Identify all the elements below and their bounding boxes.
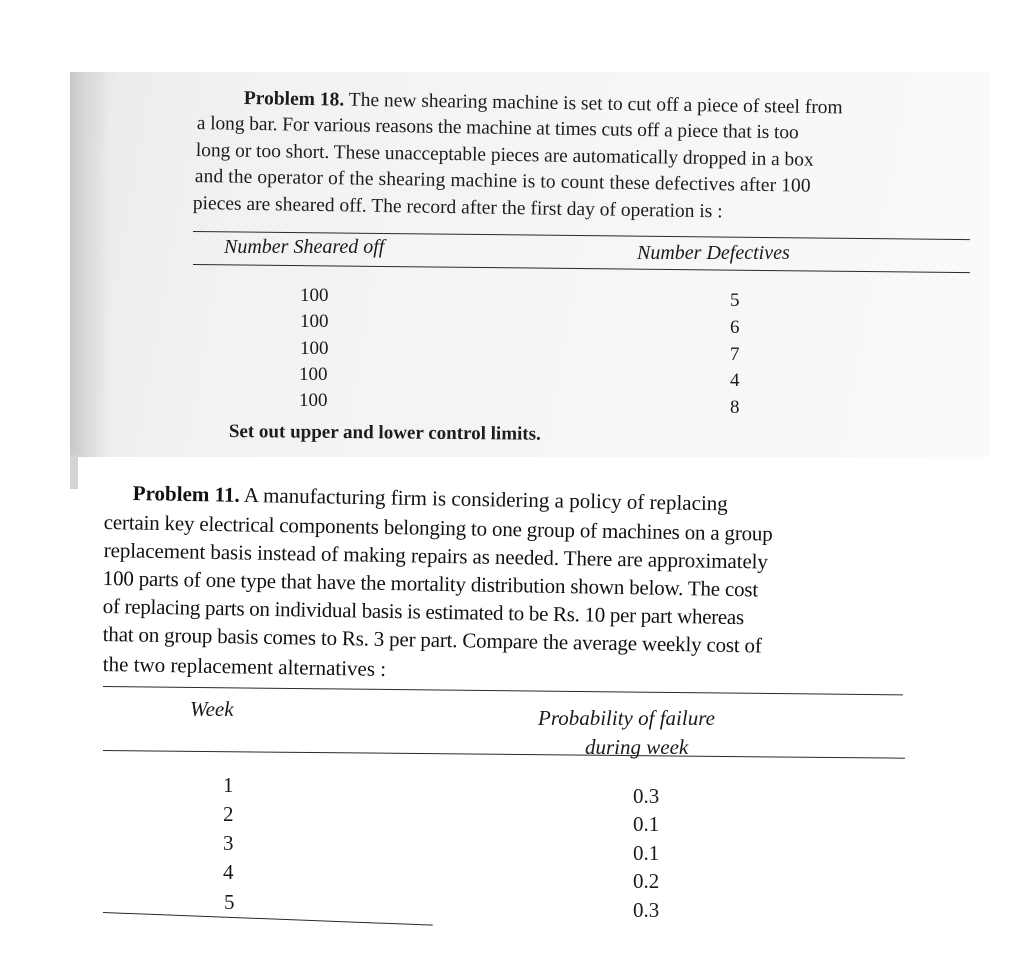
p11-table-bottom-rule (103, 912, 433, 926)
problem-11-line-3: replacement basis instead of making repairs as needed. There are approximately (103, 538, 769, 574)
p11-header-probability: Probability of failure (538, 706, 715, 730)
p11-table-top-rule (103, 686, 903, 695)
page-edge-strip (70, 455, 78, 489)
p11-row-3-week: 3 (223, 831, 234, 855)
problem-11-line-4: 100 parts of one type that have the mortality distribution shown below. The cost (102, 566, 759, 602)
p18-row-1-sheared: 100 (300, 285, 329, 306)
p11-header-during-week: during week (585, 735, 689, 759)
p11-row-5-week: 5 (224, 890, 235, 914)
problem-11-text-1: A manufacturing firm is considering a policy of replacing (243, 482, 728, 516)
p11-header-week: Week (190, 697, 234, 721)
problem-18-text-1: The new shearing machine is set to cut off a piece of steel from (348, 89, 843, 119)
p18-row-5-defectives: 8 (730, 397, 740, 418)
p11-row-2-probability: 0.1 (633, 812, 660, 836)
p11-row-5-probability: 0.3 (633, 898, 660, 922)
p18-row-5-sheared: 100 (299, 390, 328, 411)
page-shadow-edge (70, 72, 110, 457)
p11-table-header-rule (103, 750, 905, 759)
p18-header-sheared: Number Sheared off (224, 236, 385, 258)
problem-18-line-5: pieces are sheared off. The record after the first day of operation is : (192, 193, 723, 223)
p18-header-defectives: Number Defectives (637, 242, 790, 264)
problem-11-line-7: the two replacement alternatives : (102, 652, 387, 681)
problem-18-label: Problem 18. (243, 88, 345, 111)
problem-18-question: Set out upper and lower control limits. (228, 421, 541, 445)
problem-11-label: Problem 11. (132, 481, 240, 507)
problem-18-line-3: long or too short. These unacceptable pieces are automatically dropped in a box (195, 140, 814, 171)
problem-11-line-6: that on group basis comes to Rs. 3 per part. Compare the average weekly cost of (102, 622, 762, 658)
p18-row-1-defectives: 5 (730, 290, 740, 311)
problem-11-line-2: certain key electrical components belonging to one group of machines on a group (103, 510, 773, 546)
problem-18-line-4: and the operator of the shearing machine is to count these defectives after 100 (194, 166, 811, 197)
p18-row-2-sheared: 100 (300, 311, 329, 332)
p11-row-2-week: 2 (223, 802, 234, 826)
p18-row-4-sheared: 100 (299, 364, 328, 385)
p18-row-2-defectives: 6 (730, 317, 740, 338)
p18-row-3-sheared: 100 (300, 338, 329, 359)
p18-row-3-defectives: 7 (730, 344, 740, 365)
problem-18-line-2: a long bar. For various reasons the machine at times cuts off a piece that is too (196, 113, 799, 144)
p11-row-4-probability: 0.2 (633, 869, 660, 893)
p18-row-4-defectives: 4 (730, 370, 740, 391)
p11-row-3-probability: 0.1 (633, 841, 660, 865)
problem-11-line-5: of replacing parts on individual basis is estimated to be Rs. 10 per part whereas (102, 594, 745, 630)
p11-row-1-probability: 0.3 (633, 784, 660, 808)
p11-row-4-week: 4 (223, 860, 234, 884)
p11-row-1-week: 1 (223, 773, 234, 797)
